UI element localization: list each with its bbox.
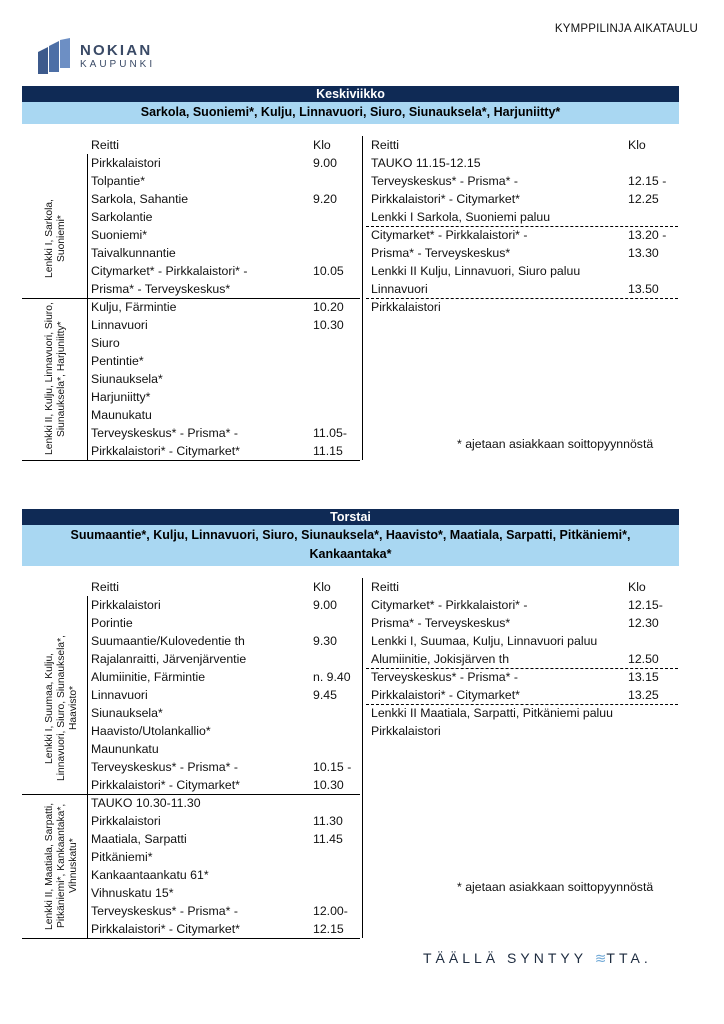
logo-mark-icon	[36, 38, 72, 74]
stop-name: Maunukatu	[91, 408, 152, 422]
stop-name: Prisma* - Terveyskeskus*	[371, 616, 511, 630]
dashed-separator	[366, 298, 678, 299]
stop-name: Kankaantaankatu 61*	[91, 868, 209, 882]
stop-name: Siuro	[91, 336, 120, 350]
stop-name: Citymarket* - Pirkkalaistori* -	[371, 598, 528, 612]
stop-time: 12.15-	[628, 598, 663, 612]
stop-time: 9.30	[313, 634, 337, 648]
stop-name: Lenkki I Sarkola, Suoniemi paluu	[371, 210, 551, 224]
stop-time: 9.20	[313, 192, 337, 206]
left-header-klo: Klo	[313, 138, 331, 152]
route-title	[22, 525, 679, 566]
day-title: Torstai	[22, 509, 679, 525]
route-title-line1: Suumaantie*, Kulju, Linnavuori, Siuro, Siunauksela*, Haavisto*, Maatiala, Sarpatti, Pitkäniemi*,	[70, 528, 631, 542]
stop-name: Lenkki II Maatiala, Sarpatti, Pitkäniemi paluu	[371, 706, 613, 720]
stop-name: Lenkki I, Suumaa, Kulju, Linnavuori paluu	[371, 634, 598, 648]
stop-time: 13.50	[628, 282, 659, 296]
divider-line	[22, 298, 360, 299]
stop-name: Pirkkalaistori* - Citymarket*	[371, 688, 520, 702]
stop-name: Kulju, Färmintie	[91, 300, 177, 314]
stop-time: 10.30	[313, 318, 344, 332]
lenkki-label: Lenkki II, Kulju, Linnavuori, Siuro, Siunauksela*, Harjuniitty*	[44, 302, 67, 456]
stop-time: 12.15	[313, 922, 344, 936]
stop-name: Terveyskeskus* - Prisma* -	[91, 904, 238, 918]
nokia-city-logo	[36, 38, 155, 74]
stop-time: 9.00	[313, 598, 337, 612]
stop-name: Rajalanraitti, Järvenjärventie	[91, 652, 247, 666]
route-title: Sarkola, Suoniemi*, Kulju, Linnavuori, Siuro, Siunauksela*, Harjuniitty*	[22, 102, 679, 124]
stop-name: Alumiinitie, Färmintie	[91, 670, 206, 684]
footnote: * ajetaan asiakkaan soittopyynnöstä	[457, 880, 654, 894]
wave-icon: ≋	[594, 950, 607, 966]
lenkki-label: Lenkki II, Maatiala, Sarpatti, Pitkäniemi*, Kankaantaka*, Vihnuskatu*	[44, 802, 79, 930]
stop-name: Porintie	[91, 616, 133, 630]
stop-time: 10.20	[313, 300, 344, 314]
right-header-klo: Klo	[628, 580, 646, 594]
stop-time: n. 9.40	[313, 670, 351, 684]
thursday-section	[22, 509, 679, 566]
wednesday-section	[22, 86, 679, 124]
stop-name: Pirkkalaistori	[91, 598, 161, 612]
stop-time: 10.05	[313, 264, 344, 278]
right-header-route: Reitti	[371, 138, 400, 152]
stop-name: Haavisto/Utolankallio*	[91, 724, 211, 738]
stop-time: 11.15	[313, 444, 343, 458]
stop-name: Terveyskeskus* - Prisma* -	[91, 426, 238, 440]
stop-time: 11.45	[313, 832, 343, 846]
stop-name: Siunauksela*	[91, 372, 163, 386]
stop-name: Pirkkalaistori* - Citymarket*	[91, 922, 240, 936]
stop-name: Citymarket* - Pirkkalaistori* -	[91, 264, 248, 278]
stop-name: Alumiinitie, Jokisjärven th	[371, 652, 510, 666]
lenkki-label: Lenkki I, Suumaa, Kulju, Linnavuori, Siuro, Siunauksela*, Haavisto*	[44, 635, 79, 781]
footer-text-b: TTA.	[606, 950, 652, 966]
divider-line	[87, 596, 88, 938]
right-header-klo: Klo	[628, 138, 646, 152]
divider-line	[87, 154, 88, 460]
stop-name: Prisma* - Terveyskeskus*	[371, 246, 511, 260]
divider-line	[362, 578, 363, 938]
divider-line	[22, 794, 360, 795]
stop-name: Terveyskeskus* - Prisma* -	[371, 174, 518, 188]
left-header-klo: Klo	[313, 580, 331, 594]
stop-time: 12.30	[628, 616, 659, 630]
stop-name: Linnavuori	[371, 282, 428, 296]
right-header-route: Reitti	[371, 580, 400, 594]
stop-time: 13.20 -	[628, 228, 667, 242]
stop-name: Taivalkunnantie	[91, 246, 176, 260]
divider-line	[362, 136, 363, 460]
stop-time: 13.30	[628, 246, 659, 260]
stop-name: Pirkkalaistori* - Citymarket*	[371, 192, 520, 206]
stop-time: 12.00-	[313, 904, 348, 918]
stop-name: Pirkkalaistori	[371, 300, 441, 314]
stop-name: TAUKO 10.30-11.30	[91, 796, 201, 810]
footer-text-a: TÄÄLLÄ SYNTYY	[423, 950, 595, 966]
stop-name: Prisma* - Terveyskeskus*	[91, 282, 231, 296]
stop-name: TAUKO 11.15-12.15	[371, 156, 481, 170]
dashed-separator	[366, 668, 678, 669]
stop-name: Pitkäniemi*	[91, 850, 153, 864]
stop-name: Pentintie*	[91, 354, 144, 368]
divider-line	[22, 460, 360, 461]
stop-time: 9.45	[313, 688, 337, 702]
stop-name: Terveyskeskus* - Prisma* -	[371, 670, 518, 684]
footnote: * ajetaan asiakkaan soittopyynnöstä	[457, 437, 654, 451]
lenkki-label: Lenkki I, Sarkola, Suoniemi*	[44, 199, 67, 279]
stop-name: Citymarket* - Pirkkalaistori* -	[371, 228, 528, 242]
stop-name: Suoniemi*	[91, 228, 148, 242]
stop-time: 13.15	[628, 670, 659, 684]
stop-name: Maatiala, Sarpatti	[91, 832, 187, 846]
stop-time: 9.00	[313, 156, 337, 170]
stop-name: Harjuniitty*	[91, 390, 151, 404]
stop-name: Sarkolantie	[91, 210, 153, 224]
stop-name: Linnavuori	[91, 318, 148, 332]
stop-name: Maununkatu	[91, 742, 159, 756]
stop-time: 10.15 -	[313, 760, 352, 774]
dashed-separator	[366, 704, 678, 705]
stop-time: 11.30	[313, 814, 343, 828]
stop-time: 12.15 -	[628, 174, 667, 188]
stop-name: Siunauksela*	[91, 706, 163, 720]
route-title-line2: Kankaantaka*	[309, 547, 392, 561]
footer-slogan	[423, 950, 652, 967]
left-header-route: Reitti	[91, 138, 120, 152]
page-header-title: KYMPPILINJA AIKATAULU	[554, 23, 698, 35]
logo-name: NOKIAN	[80, 41, 153, 59]
stop-name: Lenkki II Kulju, Linnavuori, Siuro paluu	[371, 264, 581, 278]
dashed-separator	[366, 226, 678, 227]
stop-time: 10.30	[313, 778, 344, 792]
stop-name: Tolpantie*	[91, 174, 146, 188]
stop-time: 13.25	[628, 688, 659, 702]
stop-time: 12.25	[628, 192, 659, 206]
stop-name: Sarkola, Sahantie	[91, 192, 189, 206]
stop-name: Suumaantie/Kulovedentie th	[91, 634, 245, 648]
stop-name: Pirkkalaistori* - Citymarket*	[91, 778, 240, 792]
stop-name: Vihnuskatu 15*	[91, 886, 174, 900]
stop-name: Pirkkalaistori	[91, 156, 161, 170]
stop-name: Linnavuori	[91, 688, 148, 702]
left-header-route: Reitti	[91, 580, 120, 594]
divider-line	[22, 938, 360, 939]
stop-name: Pirkkalaistori* - Citymarket*	[91, 444, 240, 458]
stop-time: 11.05-	[313, 426, 347, 440]
day-title: Keskiviikko	[22, 86, 679, 102]
stop-name: Terveyskeskus* - Prisma* -	[91, 760, 238, 774]
stop-time: 12.50	[628, 652, 659, 666]
stop-name: Pirkkalaistori	[371, 724, 441, 738]
logo-sub: KAUPUNKI	[80, 58, 156, 70]
stop-name: Pirkkalaistori	[91, 814, 161, 828]
